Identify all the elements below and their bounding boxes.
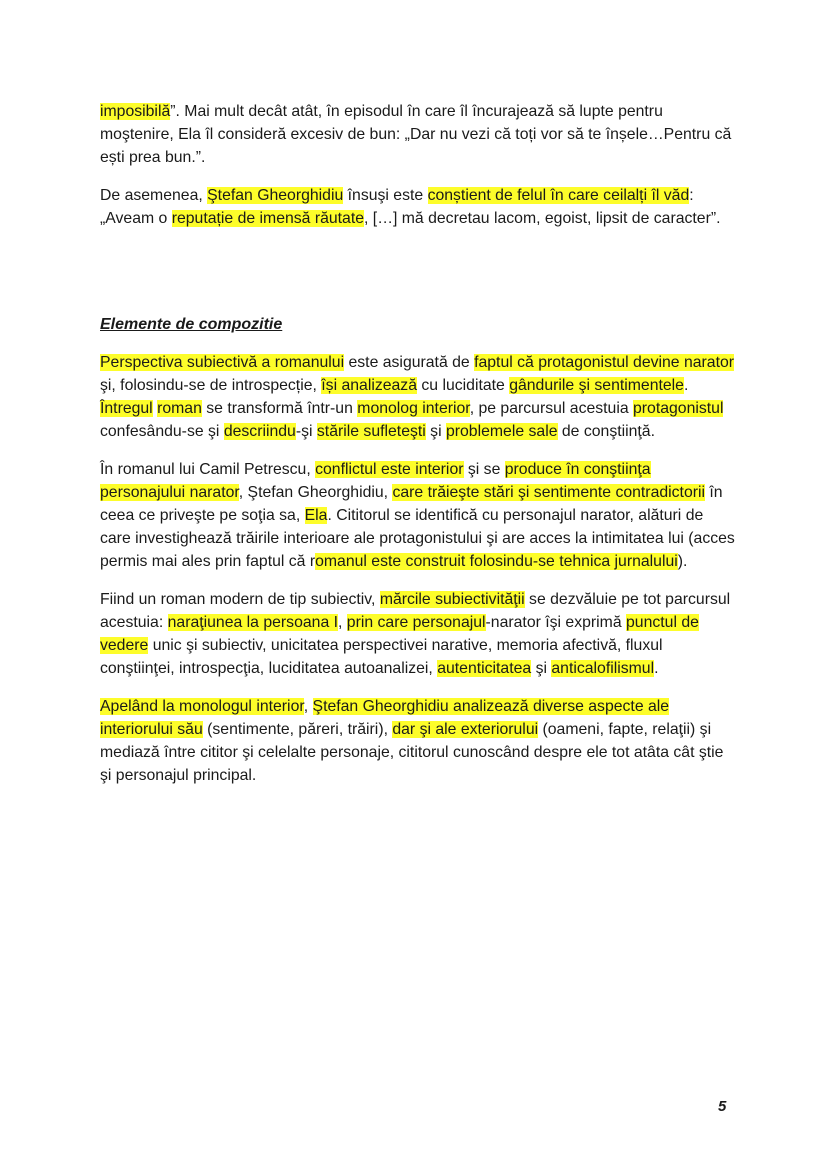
highlighted-text: mărcile subiectivităţii bbox=[379, 591, 525, 608]
highlighted-text: Perspectiva subiectivă a romanului bbox=[100, 354, 345, 371]
highlighted-text: omanul este construit folosindu-se tehnica jurnalului bbox=[315, 553, 678, 570]
highlighted-text: conștient de felul în care ceilalți îl văd bbox=[427, 187, 690, 204]
text-run: : „Aveam o bbox=[100, 187, 694, 227]
highlighted-text: punctul de vedere bbox=[100, 614, 699, 654]
paragraph-moștenire bbox=[100, 100, 735, 169]
composition-section bbox=[100, 351, 735, 787]
paragraph-monolog bbox=[100, 695, 735, 787]
text-run: în ceea ce priveşte pe soţia sa, bbox=[100, 484, 723, 524]
text-run: şi se bbox=[463, 461, 505, 478]
text-run: este asigurată de bbox=[344, 354, 475, 371]
highlighted-text: Întregul bbox=[100, 400, 153, 417]
text-run: şi, folosindu-se de introspecție, bbox=[100, 377, 322, 394]
highlighted-text: Ştefan Gheorghidiu analizează diverse aspecte ale interiorului său bbox=[100, 698, 670, 738]
page-number: 5 bbox=[718, 1098, 727, 1115]
highlighted-text: autenticitatea bbox=[437, 660, 532, 677]
text-run: De asemenea, bbox=[100, 187, 208, 204]
text-run: unic şi subiectiv, unicitatea perspectivei narative, memoria afectivă, fluxul conştiinţei, introspecţia, luciditatea autoanalizei, bbox=[100, 637, 663, 677]
highlighted-text: își analizează bbox=[321, 377, 417, 394]
highlighted-text: gândurile şi sentimentele bbox=[509, 377, 684, 394]
paragraph-conflict bbox=[100, 458, 735, 573]
text-run: (sentimente, păreri, trăiri), bbox=[202, 721, 393, 738]
text-run: confesându-se şi bbox=[100, 423, 224, 440]
text-run: Fiind un roman modern de tip subiectiv, bbox=[100, 591, 380, 608]
text-run: se dezvăluie pe tot parcursul acestuia: bbox=[100, 591, 731, 631]
text-run: . Cititorul se identifică cu personajul narator, alături de care investighează trăirile interioare ale protagonistului şi are acces la intimitatea lui (acces permis mai ales prin faptul că r bbox=[100, 507, 735, 570]
text-run: de conştiinţă. bbox=[557, 423, 655, 440]
highlighted-text: naraţiunea la persoana I bbox=[167, 614, 339, 631]
highlighted-text: monolog interior bbox=[357, 400, 470, 417]
text-run: şi bbox=[425, 423, 446, 440]
text-run: . bbox=[654, 660, 659, 677]
highlighted-text: reputație de imensă răutate bbox=[171, 210, 365, 227]
text-run: , bbox=[303, 698, 313, 715]
highlighted-text: problemele sale bbox=[445, 423, 558, 440]
text-run: -narator îşi exprimă bbox=[485, 614, 627, 631]
paragraph-reputatie bbox=[100, 184, 735, 230]
section-heading: Elemente de compozitie bbox=[100, 316, 283, 333]
highlighted-text: Ştefan Gheorghidiu bbox=[207, 187, 344, 204]
highlighted-text: imposibilă bbox=[100, 103, 171, 120]
text-run: , […] mă decretau lacom, egoist, lipsit de caracter”. bbox=[364, 210, 721, 227]
text-run: . bbox=[683, 377, 689, 394]
highlighted-text: prin care personajul bbox=[346, 614, 486, 631]
highlighted-text: descriindu bbox=[223, 423, 296, 440]
text-run: , bbox=[338, 614, 347, 631]
highlighted-text: produce în conştiinţa personajului narator bbox=[100, 461, 651, 501]
text-run: ”. Mai mult decât atât, în episodul în care îl încurajează să lupte pentru moştenire, Ela îl consideră excesiv de bun: „Dar nu vezi că toți vor să te înșele…Pentru că ești prea bun.”. bbox=[100, 103, 732, 166]
text-run: însuşi este bbox=[343, 187, 428, 204]
highlighted-text: care trăieşte stări şi sentimente contradictorii bbox=[392, 484, 706, 501]
intro-section bbox=[100, 100, 735, 230]
highlighted-text: Ela bbox=[304, 507, 328, 524]
text-run: În romanul lui Camil Petrescu, bbox=[100, 461, 316, 478]
highlighted-text: faptul că protagonistul devine narator bbox=[474, 354, 735, 371]
text-run: ). bbox=[677, 553, 688, 570]
highlighted-text: roman bbox=[157, 400, 202, 417]
text-run: şi bbox=[531, 660, 552, 677]
text-run: , Ştefan Gheorghidiu, bbox=[238, 484, 393, 501]
highlighted-text: protagonistul bbox=[633, 400, 724, 417]
highlighted-text: dar şi ale exteriorului bbox=[392, 721, 539, 738]
text-run: -şi bbox=[295, 423, 317, 440]
paragraph-subiectivitate bbox=[100, 588, 735, 680]
paragraph-perspectiva bbox=[100, 351, 735, 443]
text-run: , pe parcursul acestuia bbox=[469, 400, 634, 417]
highlighted-text: anticalofilismul bbox=[551, 660, 655, 677]
highlighted-text: conflictul este interior bbox=[315, 461, 464, 478]
highlighted-text: stările sufleteşti bbox=[316, 423, 426, 440]
text-run: cu luciditate bbox=[417, 377, 510, 394]
highlighted-text: Apelând la monologul interior bbox=[100, 698, 304, 715]
text-run: se transformă într-un bbox=[201, 400, 358, 417]
text-run: (oameni, fapte, relaţii) şi mediază între cititor şi celelalte personaje, cititorul cunoscând despre ele tot atâta cât ştie şi personajul principal. bbox=[100, 721, 724, 784]
